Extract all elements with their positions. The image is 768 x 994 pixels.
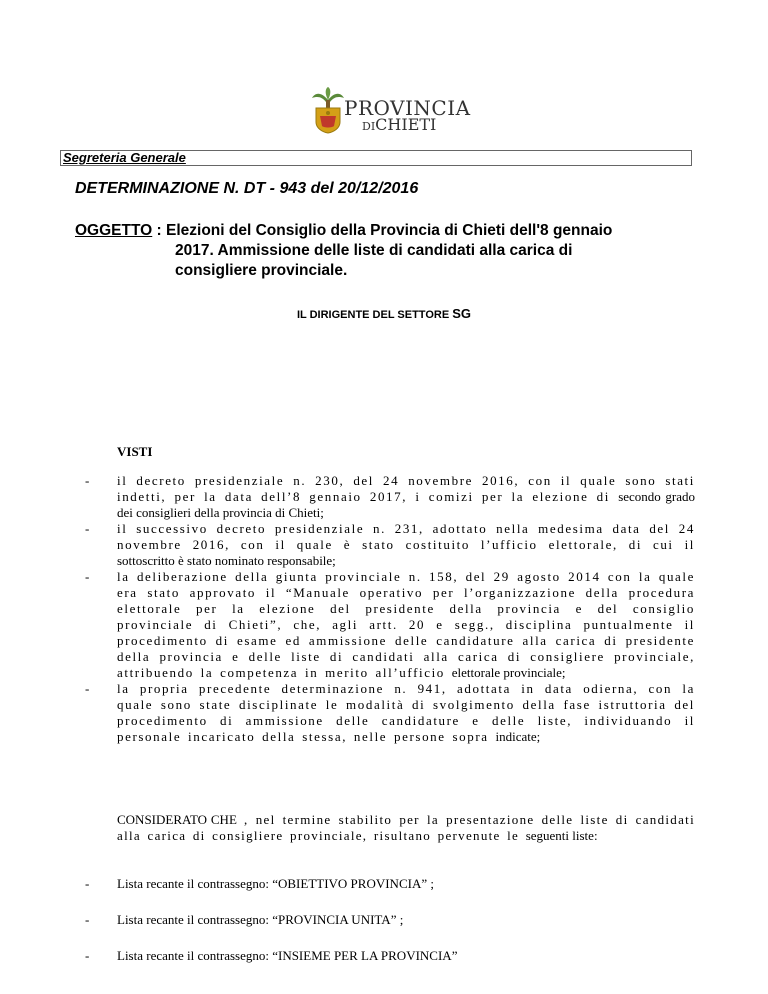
considerato-paragraph <box>117 812 695 844</box>
oggetto-line-2: 2017. Ammissione delle liste di candidati alla carica di <box>175 242 573 259</box>
visti-item-last: elettorale provinciale; <box>451 665 566 680</box>
visti-item-last: indicate; <box>495 729 541 744</box>
visti-item-text <box>117 681 695 745</box>
dirigente-text: IL DIRIGENTE DEL SETTORE <box>296 309 453 321</box>
lista-dash: - <box>85 912 90 927</box>
lista-dash: - <box>85 948 90 963</box>
visti-item-body: il decreto presidenziale n. 230, del 24 novembre 2016, con il quale sono stati indetti, per la data dell’8 gennaio 2017, i comizi per la elezione di <box>117 473 695 504</box>
segreteria-generale-label: Segreteria Generale <box>63 150 186 165</box>
visti-item-last: secondo grado dei consiglieri della provincia di Chieti; <box>117 489 695 520</box>
oggetto-text-1: : Elezioni del Consiglio della Provincia di Chieti dell'8 gennaio <box>152 222 613 239</box>
visti-item <box>85 473 695 521</box>
logo-text-chieti: CHIETI <box>375 115 437 134</box>
bullet-dash: - <box>85 569 90 584</box>
dirigente-heading <box>0 306 768 321</box>
logo-text-di-chieti <box>362 115 436 134</box>
visti-item-last: sottoscritto è stato nominato responsabile; <box>117 553 336 568</box>
dirigente-sg: SG <box>452 306 472 321</box>
visti-item-body: la propria precedente determinazione n. 941, adottata in data odierna, con la quale sono state disciplinate le modalità di svolgimento della fase istruttoria del procedimento di ammissione delle candidature e delle liste, individuando il personale incaricato della stessa, nelle persone sopra <box>117 681 695 744</box>
lista-text: Lista recante il contrassegno: “OBIETTIVO PROVINCIA” ; <box>117 876 434 891</box>
lista-dash: - <box>85 876 90 891</box>
visti-item <box>85 569 695 681</box>
visti-item <box>85 521 695 569</box>
logo-text-di: DI <box>362 120 376 133</box>
determinazione-title: DETERMINAZIONE N. DT - 943 del 20/12/2016 <box>75 180 419 197</box>
considerato-body: , nel termine stabilito per la presentazione delle liste di candidati alla carica di consigliere provinciale, risultano pervenute le <box>117 812 695 843</box>
oggetto-line-1 <box>75 221 695 241</box>
visti-item-body: il successivo decreto presidenziale n. 231, adottato nella medesima data del 24 novembre 2016, con il quale è stato costituito l’ufficio elettorale, di cui il <box>117 521 695 552</box>
visti-item-text <box>117 569 695 681</box>
considerato-head: CONSIDERATO CHE <box>117 812 237 827</box>
provincia-chieti-logo <box>310 86 470 136</box>
coat-of-arms-icon <box>310 86 346 134</box>
oggetto-line-3: consigliere provinciale. <box>175 262 348 279</box>
oggetto-section <box>75 221 695 281</box>
visti-item-text <box>117 521 695 569</box>
bullet-dash: - <box>85 521 90 536</box>
visti-heading: VISTI <box>117 444 153 459</box>
bullet-dash: - <box>85 681 90 696</box>
visti-item-body: la deliberazione della giunta provinciale n. 158, del 29 agosto 2014 con la quale era stato approvato il “Manuale operativo per l’organizzazione della procedura elettorale per la elezione del presidente della provincia e del consiglio provinciale di Chieti”, che, agli artt. 20 e segg., disciplina puntualmente il procedimento di esame ed ammissione delle candidature alla carica di presidente della provincia e delle liste di candidati alla carica di consigliere provinciale, attribuendo la competenza in merito all’ufficio <box>117 569 695 680</box>
logo-text-provincia: PROVINCIA <box>344 96 471 120</box>
visti-item-text <box>117 473 695 521</box>
oggetto-label: OGGETTO <box>75 222 153 239</box>
lista-text: Lista recante il contrassegno: “INSIEME PER LA PROVINCIA” <box>117 948 458 963</box>
considerato-last: seguenti liste: <box>525 828 598 843</box>
lista-text: Lista recante il contrassegno: “PROVINCIA UNITA” ; <box>117 912 404 927</box>
bullet-dash: - <box>85 473 90 488</box>
header-box <box>60 150 692 166</box>
visti-item <box>85 681 695 745</box>
visti-list <box>85 473 695 745</box>
